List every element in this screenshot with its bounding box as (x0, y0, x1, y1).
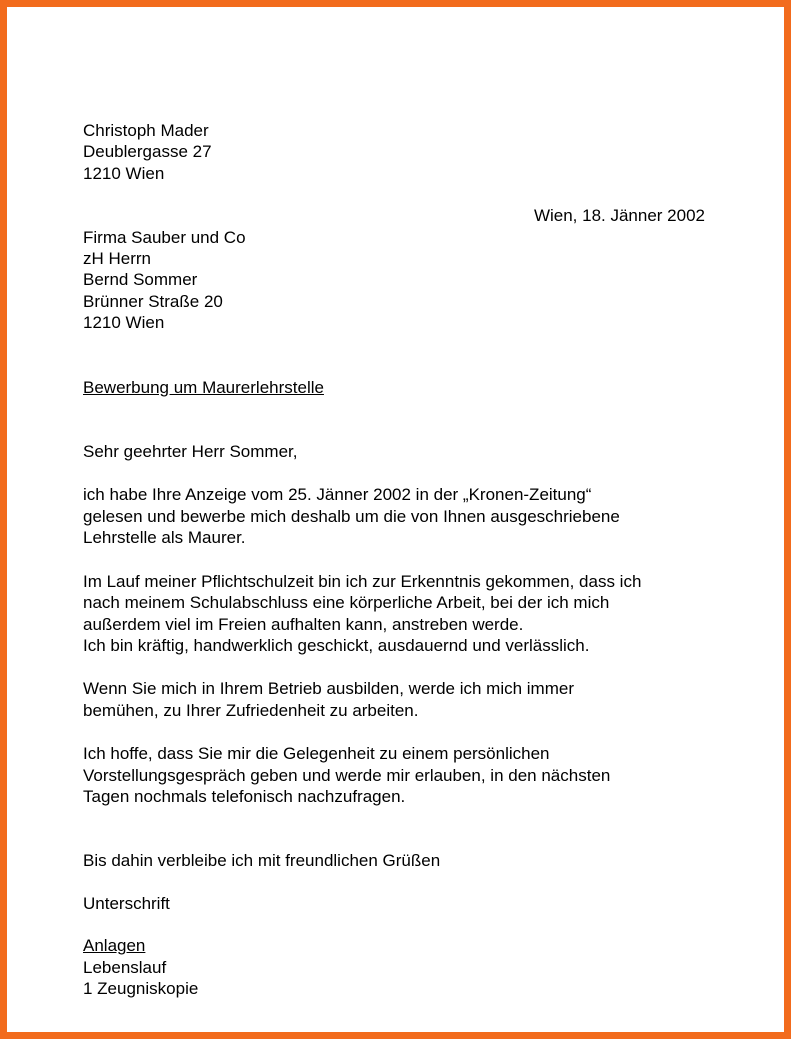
paragraph-line: Im Lauf meiner Pflichtschulzeit bin ich zur Erkenntnis gekommen, dass ich (83, 571, 642, 591)
recipient-company: Firma Sauber und Co (83, 227, 246, 247)
letter-page (83, 120, 713, 999)
paragraph-line: bemühen, zu Ihrer Zufriedenheit zu arbeiten. (83, 700, 419, 720)
recipient-address (83, 227, 713, 334)
enclosures (83, 935, 713, 999)
paragraph-line: nach meinem Schulabschluss eine körperliche Arbeit, bei der ich mich (83, 593, 610, 613)
sender-name: Christoph Mader (83, 121, 209, 140)
paragraph-line: ich habe Ihre Anzeige vom 25. Jänner 2002 in der „Kronen-Zeitung“ (83, 485, 592, 505)
body-paragraph (83, 571, 713, 657)
signature-placeholder: Unterschrift (83, 893, 170, 913)
paragraph-line: gelesen und bewerbe mich deshalb um die von Ihnen ausgeschriebene (83, 506, 620, 526)
recipient-attention: zH Herrn (83, 249, 152, 269)
sender-city: 1210 Wien (83, 163, 165, 183)
paragraph-line: Tagen nochmals telefonisch nachzufragen. (83, 786, 406, 806)
recipient-street: Brünner Straße 20 (83, 291, 223, 311)
body-paragraph (83, 678, 713, 721)
enclosure-item: 1 Zeugniskopie (83, 978, 199, 998)
recipient-city: 1210 Wien (83, 313, 165, 333)
paragraph-line: Ich bin kräftig, handwerklich geschickt, ausdauernd und verlässlich. (83, 635, 590, 655)
sender-street: Deublergasse 27 (83, 142, 212, 162)
paragraph-line: außerdem viel im Freien aufhalten kann, anstreben werde. (83, 614, 524, 634)
paragraph-line: Lehrstelle als Maurer. (83, 528, 246, 548)
letter-date: Wien, 18. Jänner 2002 (533, 206, 705, 226)
letter-subject: Bewerbung um Maurerlehrstelle (83, 377, 324, 397)
recipient-person: Bernd Sommer (83, 270, 198, 290)
paragraph-line: Vorstellungsgespräch geben und werde mir erlauben, in den nächsten (83, 765, 611, 785)
body-paragraph (83, 484, 713, 548)
enclosure-item: Lebenslauf (83, 957, 167, 977)
sender-address (83, 120, 713, 184)
paragraph-line: Ich hoffe, dass Sie mir die Gelegenheit zu einem persönlichen (83, 744, 550, 764)
body-paragraph (83, 743, 713, 807)
enclosures-title: Anlagen (83, 936, 146, 956)
letter-closing: Bis dahin verbleibe ich mit freundlichen Grüßen (83, 851, 441, 871)
paragraph-line: Wenn Sie mich in Ihrem Betrieb ausbilden, werde ich mich immer (83, 679, 574, 699)
letter-salutation: Sehr geehrter Herr Sommer, (83, 442, 298, 462)
